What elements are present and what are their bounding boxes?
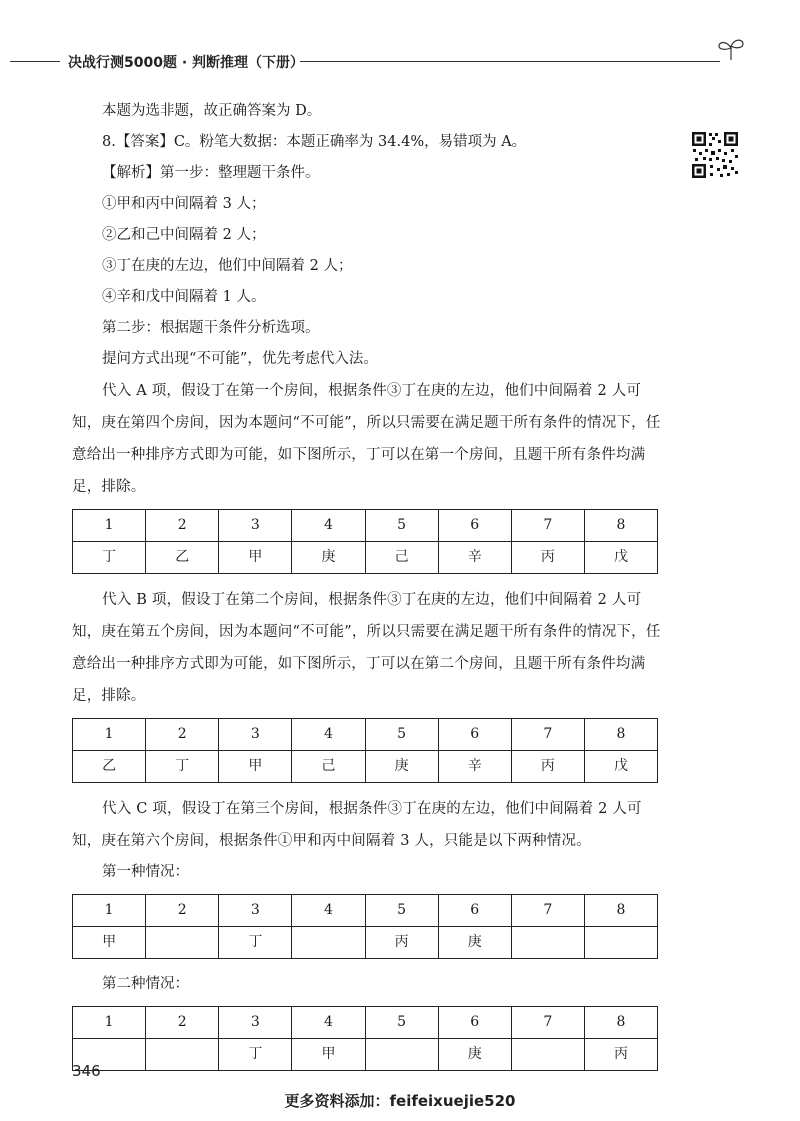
header-cell: 6 [438,895,511,927]
book-title: 决战行测5000题 · 判断推理（下册） [68,55,305,71]
table-cell: 丙 [365,927,438,959]
condition-4: ④辛和戊中间隔着 1 人。 [102,289,266,305]
qr-code-icon[interactable] [690,130,740,180]
option-a-paragraph: 代入 A 项，假设丁在第一个房间，根据条件③丁在庚的左边，他们中间隔着 2 人可知，庚在第四个房间，因为本题问“不可能”，所以只需要在满足题干所有条件的情况下，任意给出一种排序方式即为可能，如下图所示，丁可以在第一个房间，且题干所有条件均满足，排除。 [72,383,661,495]
case-2-label: 第二种情况： [102,976,189,992]
table-cell [511,1039,584,1071]
condition-2: ②乙和己中间隔着 2 人； [102,227,266,243]
table-cell [365,1039,438,1071]
table-cell: 辛 [438,542,511,574]
header-cell: 8 [584,510,657,542]
table-cell: 己 [292,751,365,783]
table-cell: 乙 [146,542,219,574]
header-cell: 2 [146,895,219,927]
footer-note: 更多资料添加：feifeixuejie520 [284,1092,516,1110]
header-cell: 3 [219,719,292,751]
table-cell: 丁 [146,751,219,783]
header-cell: 1 [73,510,146,542]
table-header-row [73,1007,658,1039]
table-cell: 丙 [511,542,584,574]
table-cell: 甲 [219,542,292,574]
table-cell [146,927,219,959]
header-cell: 5 [365,1007,438,1039]
page-header [0,50,800,70]
table-header-row [73,719,658,751]
table-cell: 丙 [584,1039,657,1071]
table-cell: 戊 [584,751,657,783]
table-cell: 甲 [73,927,146,959]
header-cell: 3 [219,510,292,542]
answer-explanation [72,96,662,1081]
option-b-paragraph: 代入 B 项，假设丁在第二个房间，根据条件③丁在庚的左边，他们中间隔着 2 人可知，庚在第五个房间，因为本题问“不可能”，所以只需要在满足题干所有条件的情况下，任意给出一种排序方式即为可能，如下图所示，丁可以在第二个房间，且题干所有条件均满足，排除。 [72,592,661,704]
table-cell: 丁 [73,542,146,574]
table-option-a [72,509,658,574]
header-cell: 8 [584,1007,657,1039]
header-cell: 2 [146,719,219,751]
table-cell: 辛 [438,751,511,783]
table-cell: 庚 [438,927,511,959]
header-rule-right [300,61,720,62]
header-cell: 4 [292,719,365,751]
header-cell: 7 [511,895,584,927]
table-cell: 庚 [292,542,365,574]
table-case-1 [72,894,658,959]
header-cell: 2 [146,510,219,542]
header-cell: 4 [292,895,365,927]
header-cell: 8 [584,895,657,927]
table-cell: 庚 [365,751,438,783]
table-cell [292,927,365,959]
table-cell: 甲 [292,1039,365,1071]
header-cell: 5 [365,510,438,542]
table-row [73,751,658,783]
method-line: 提问方式出现“不可能”，优先考虑代入法。 [102,351,378,367]
table-header-row [73,895,658,927]
table-cell [511,927,584,959]
table-cell: 庚 [438,1039,511,1071]
analysis-heading: 【解析】第一步：整理题干条件。 [102,165,320,181]
table-row [73,1039,658,1071]
header-cell: 7 [511,719,584,751]
header-cell: 2 [146,1007,219,1039]
answer-line: 8.【答案】C。粉笔大数据：本题正确率为 34.4%，易错项为 A。 [102,134,527,150]
header-cell: 7 [511,510,584,542]
table-header-row [73,510,658,542]
header-cell: 3 [219,1007,292,1039]
table-cell: 丁 [219,1039,292,1071]
table-cell: 乙 [73,751,146,783]
condition-1: ①甲和丙中间隔着 3 人； [102,196,266,212]
text-line: 本题为选非题，故正确答案为 D。 [102,103,322,119]
condition-3: ③丁在庚的左边，他们中间隔着 2 人； [102,258,353,274]
table-cell: 戊 [584,542,657,574]
header-cell: 6 [438,719,511,751]
table-cell: 己 [365,542,438,574]
table-cell [146,1039,219,1071]
step-2: 第二步：根据题干条件分析选项。 [102,320,320,336]
header-cell: 6 [438,1007,511,1039]
sprout-icon [716,36,746,62]
case-1-label: 第一种情况： [102,864,189,880]
header-cell: 8 [584,719,657,751]
header-cell: 3 [219,895,292,927]
header-cell: 5 [365,719,438,751]
option-c-paragraph: 代入 C 项，假设丁在第三个房间，根据条件③丁在庚的左边，他们中间隔着 2 人可知，庚在第六个房间，根据条件①甲和丙中间隔着 3 人，只能是以下两种情况。 [72,801,642,849]
header-cell: 6 [438,510,511,542]
table-option-b [72,718,658,783]
table-cell: 丁 [219,927,292,959]
header-cell: 4 [292,1007,365,1039]
header-cell: 4 [292,510,365,542]
table-row [73,542,658,574]
table-cell [584,927,657,959]
table-cell: 丙 [511,751,584,783]
header-cell: 1 [73,1007,146,1039]
table-cell: 甲 [219,751,292,783]
page-number: 346 [72,1062,101,1080]
table-row [73,927,658,959]
header-cell: 1 [73,719,146,751]
header-cell: 7 [511,1007,584,1039]
header-cell: 1 [73,895,146,927]
header-rule-left [10,61,60,62]
table-case-2 [72,1006,658,1071]
header-cell: 5 [365,895,438,927]
